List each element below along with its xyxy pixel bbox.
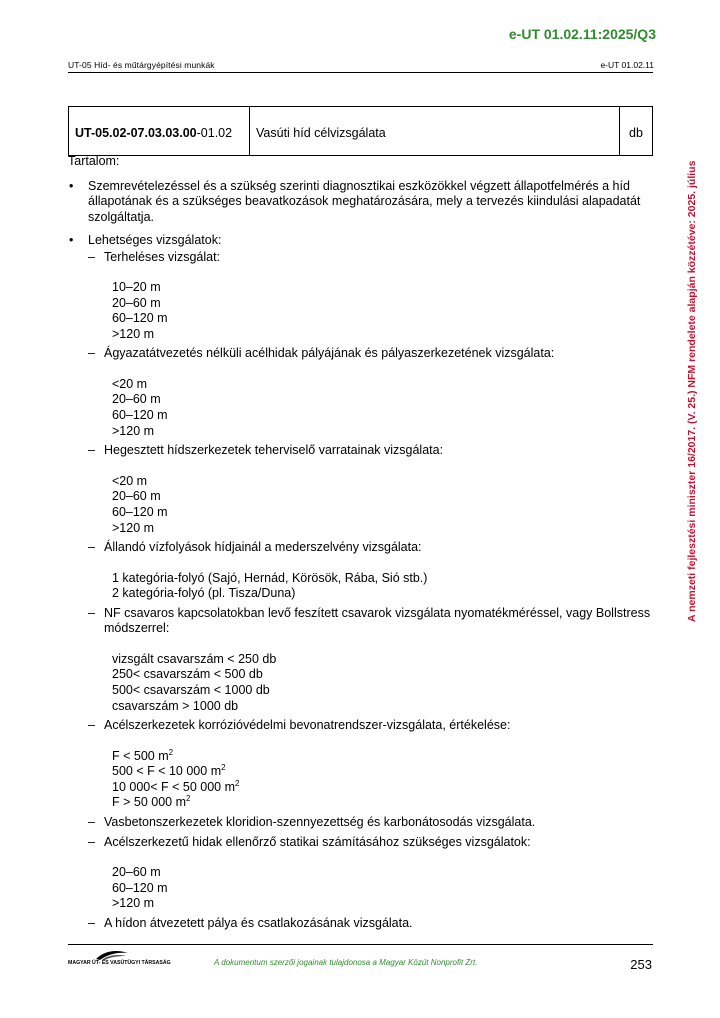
test-item: [68, 718, 653, 734]
item-content: [68, 154, 653, 931]
footer-divider: [68, 944, 653, 945]
test-label: Vasbetonszerkezetek kloridion-szennyezettség és karbonátosodás vizsgálata.: [104, 815, 536, 830]
sublist-item: 60–120 m: [112, 880, 168, 895]
tartalom-label: Tartalom:: [68, 154, 120, 168]
content-bullet-tests: [68, 233, 653, 249]
sublist-item: 20–60 m: [112, 865, 161, 880]
sublist-item: >120 m: [112, 423, 155, 438]
content-bullet-description: [68, 179, 653, 226]
sublist-item: <20 m: [112, 376, 148, 391]
test-sublist: [68, 474, 653, 536]
sublist-item: [112, 780, 653, 796]
sublist-item: >120 m: [112, 520, 155, 535]
area-range: F > 50 000 m: [112, 795, 186, 810]
test-item: [68, 916, 653, 932]
document-code: e-UT 01.02.11:2025/Q3: [508, 26, 656, 42]
test-sublist: [68, 652, 653, 714]
area-range: 500 < F < 10 000 m: [112, 764, 222, 779]
sublist-item: 20–60 m: [112, 392, 161, 407]
item-code: [69, 107, 250, 156]
test-label: Acélszerkezetű hidak ellenőrző statikai számításához szükséges vizsgálatok:: [104, 834, 531, 849]
test-sublist: [68, 377, 653, 439]
test-item: [68, 815, 653, 831]
sublist-item: 60–120 m: [112, 311, 168, 326]
test-label: Állandó vízfolyások hídjainál a mederszelvény vizsgálata:: [104, 540, 422, 555]
item-code-main: UT-05.02-07.03.03.00: [75, 126, 197, 140]
page-number: 253: [630, 957, 652, 972]
dash-marker: –: [88, 249, 95, 264]
area-unit-exponent: 2: [235, 778, 240, 788]
test-label: Ágyazatátvezetés nélküli acélhidak pályájának és pályaszerkezetének vizsgálata:: [104, 346, 555, 361]
sublist-item: <20 m: [112, 473, 148, 488]
header-divider: [68, 72, 653, 73]
test-label: NF csavaros kapcsolatokban levő feszített csavarok vizsgálata nyomatékméréssel, vagy Bollstress módszerrel:: [104, 605, 651, 636]
sublist-item: 250< csavarszám < 500 db: [112, 667, 263, 682]
sublist-item: [112, 749, 653, 765]
bullet-text: Lehetséges vizsgálatok:: [88, 233, 222, 247]
sublist-item: 10–20 m: [112, 280, 161, 294]
test-label: Acélszerkezetek korrózióvédelmi bevonatrendszer-vizsgálata, értékelése:: [104, 718, 511, 733]
test-label: Hegesztett hídszerkezetek teherviselő varratainak vizsgálata:: [104, 443, 444, 458]
header-doc-ref: e-UT 01.02.11: [600, 60, 654, 70]
test-label: A hídon átvezetett pálya és csatlakozásának vizsgálata.: [104, 915, 413, 930]
bullet-text: Szemrevételezéssel és a szükség szerinti diagnosztikai eszközökkel végzett állapotfelmérés a híd állapotának és a szükséges beavatkozások meghatározására, mely a tervezés kiindulási alapadatát szolgáltatja.: [88, 178, 641, 224]
test-item: [68, 346, 653, 362]
sublist-item: 60–120 m: [112, 408, 168, 423]
dash-marker: –: [88, 815, 95, 830]
item-header-table: [68, 106, 653, 156]
test-item: [68, 835, 653, 851]
bullet-dot: •: [69, 233, 74, 247]
test-item: [68, 443, 653, 459]
sublist-item: [112, 764, 653, 780]
item-code-suffix: -01.02: [196, 126, 233, 140]
sublist-item: 20–60 m: [112, 489, 161, 504]
dash-marker: –: [88, 540, 95, 555]
bullet-dot: •: [69, 178, 74, 193]
sublist-item: >120 m: [112, 326, 155, 341]
sublist-item: vizsgált csavarszám < 250 db: [112, 651, 277, 666]
test-sublist: [68, 865, 653, 912]
sublist-item: [112, 795, 653, 811]
item-unit: db: [620, 107, 653, 156]
sublist-item: 500< csavarszám < 1000 db: [112, 683, 270, 697]
test-item: [68, 540, 653, 556]
sublist-item: >120 m: [112, 896, 155, 911]
area-range: 10 000< F < 50 000 m: [112, 779, 236, 794]
area-unit-exponent: 2: [221, 763, 226, 773]
sublist-item: 1 kategória-folyó (Sajó, Hernád, Körösök, Rába, Sió stb.): [112, 570, 428, 585]
area-range: F < 500 m: [112, 748, 169, 763]
sublist-item: 2 kategória-folyó (pl. Tisza/Duna): [112, 586, 296, 601]
test-item: [68, 250, 653, 266]
test-sublist: [68, 749, 653, 811]
header-section-title: UT-05 Híd- és műtárgyépítési munkák: [68, 60, 215, 70]
copyright-notice: A dokumentum szerzői jogainak tulajdonosa a Magyar Közút Nonprofit Zrt.: [214, 958, 478, 967]
publication-note: A nemzeti fejlesztési miniszter 16/2017. (V. 25.) NFM rendelete alapján közzétéve: 2025. július: [686, 160, 698, 622]
dash-marker: –: [88, 346, 95, 361]
item-row: [69, 107, 653, 156]
dash-marker: –: [88, 605, 95, 620]
dash-marker: –: [88, 834, 95, 849]
society-logo: [68, 949, 171, 969]
test-item: [68, 606, 653, 637]
dash-marker: –: [88, 443, 95, 458]
test-label: Terheléses vizsgálat:: [104, 249, 221, 264]
area-unit-exponent: 2: [168, 747, 174, 757]
test-sublist: [68, 280, 653, 342]
sublist-item: 20–60 m: [112, 295, 161, 310]
item-title: Vasúti híd célvizsgálata: [250, 107, 620, 156]
logo-text: MAGYAR ÚT- ÉS VASÚTÜGYI TÁRSASÁG: [68, 960, 171, 966]
test-sublist: [68, 571, 653, 602]
sublist-item: csavarszám > 1000 db: [112, 698, 239, 713]
dash-marker: –: [88, 718, 95, 733]
sublist-item: 60–120 m: [112, 504, 168, 519]
dash-marker: –: [88, 915, 95, 930]
area-unit-exponent: 2: [186, 794, 191, 804]
